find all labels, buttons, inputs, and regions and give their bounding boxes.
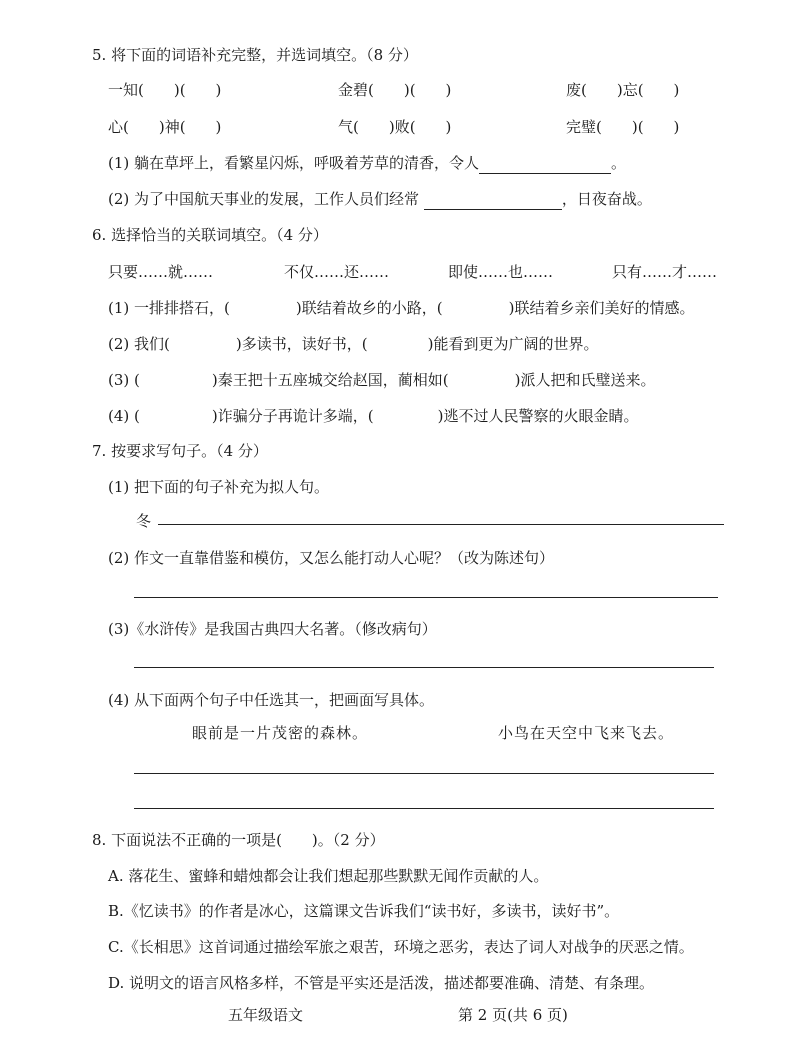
q6-item-1-part-c: )联结着乡亲们美好的情感。 bbox=[508, 299, 695, 317]
q5-word-2: 金碧( )( ) bbox=[338, 81, 452, 99]
q6-item-1-part-a: (1) 一排排搭石，( bbox=[108, 299, 230, 317]
q7-choice-a: 眼前是一片茂密的森林。 bbox=[192, 724, 369, 742]
q6-option-2: 不仅……还…… bbox=[284, 263, 390, 281]
q6-header: 6. 选择恰当的关联词填空。（4 分） bbox=[92, 226, 328, 244]
q6-item-4-part-c: )逃不过人民警察的火眼金睛。 bbox=[437, 407, 639, 425]
q6-item-2-part-a: (2) 我们( bbox=[108, 335, 170, 353]
q5-word-6: 完璧( )( ) bbox=[566, 118, 680, 136]
q5-word-5: 气( )败( ) bbox=[338, 118, 452, 136]
q5-header: 5. 将下面的词语补充完整，并选词填空。（8 分） bbox=[92, 46, 418, 64]
q5-sentence-2 bbox=[108, 188, 652, 210]
answer-blank[interactable] bbox=[479, 159, 611, 174]
q6-item-1-part-b: )联结着故乡的小路，( bbox=[295, 299, 443, 317]
answer-line[interactable] bbox=[134, 808, 714, 809]
q8-option-d: D. 说明文的语言风格多样，不管是平实还是活泼，描述都要准确、清楚、有条理。 bbox=[108, 974, 655, 992]
q6-option-3: 即使……也…… bbox=[448, 263, 554, 281]
q7-header: 7. 按要求写句子。（4 分） bbox=[92, 442, 268, 460]
q5-word-1: 一知( )( ) bbox=[108, 81, 222, 99]
q6-item-2-part-b: )多读书，读好书，( bbox=[235, 335, 368, 353]
answer-blank[interactable] bbox=[424, 195, 562, 210]
q7-part-1: (1) 把下面的句子补充为拟人句。 bbox=[108, 478, 330, 496]
q5-word-4: 心( )神( ) bbox=[108, 118, 222, 136]
q8-option-b: B.《忆读书》的作者是冰心，这篇课文告诉我们“读书好，多读书，读好书”。 bbox=[108, 902, 620, 920]
q6-item-3 bbox=[108, 369, 655, 391]
answer-line[interactable] bbox=[134, 597, 718, 598]
q8-option-c: C.《长相思》这首词通过描绘军旅之艰苦，环境之恶劣，表达了词人对战争的厌恶之情。 bbox=[108, 938, 694, 956]
footer-subject: 五年级语文 bbox=[228, 1006, 304, 1024]
q6-item-4-part-a: (4) ( bbox=[108, 407, 140, 425]
q5-sentence-1-text: (1) 躺在草坪上，看繁星闪烁，呼吸着芳草的清香，令人 bbox=[108, 154, 480, 172]
q7-part-2: (2) 作文一直靠借鉴和模仿，又怎么能打动人心呢？（改为陈述句） bbox=[108, 549, 555, 567]
q6-item-2-part-c: )能看到更为广阔的世界。 bbox=[427, 335, 599, 353]
q5-sentence-1 bbox=[108, 152, 626, 174]
q5-sentence-2-text: (2) 为了中国航天事业的发展，工作人员们经常 bbox=[108, 190, 420, 208]
footer-page-number: 第 2 页(共 6 页) bbox=[458, 1006, 568, 1024]
q7-part-4: (4) 从下面两个句子中任选其一，把画面写具体。 bbox=[108, 691, 435, 709]
q7-choice-b: 小鸟在天空中飞来飞去。 bbox=[498, 724, 675, 742]
q6-item-3-part-c: )派人把和氏璧送来。 bbox=[514, 371, 656, 389]
q6-option-1: 只要……就…… bbox=[108, 263, 214, 281]
q6-item-1 bbox=[108, 297, 694, 319]
answer-line[interactable] bbox=[134, 773, 714, 774]
q5-word-3: 废( )忘( ) bbox=[566, 81, 680, 99]
q8-option-a: A. 落花生、蜜蜂和蜡烛都会让我们想起那些默默无闻作贡献的人。 bbox=[108, 867, 549, 885]
q6-item-3-part-b: )秦王把十五座城交给赵国，蔺相如( bbox=[211, 371, 449, 389]
q6-item-3-part-a: (3) ( bbox=[108, 371, 140, 389]
q6-item-4-part-b: )诈骗分子再诡计多端，( bbox=[211, 407, 374, 425]
q8-header: 8. 下面说法不正确的一项是( )。（2 分） bbox=[92, 831, 385, 849]
q6-item-2 bbox=[108, 333, 598, 355]
q7-part-1-lead: 冬 bbox=[136, 512, 152, 530]
q5-sentence-1-end: 。 bbox=[611, 154, 627, 172]
answer-line[interactable] bbox=[134, 667, 714, 668]
q6-option-4: 只有……才…… bbox=[612, 263, 718, 281]
answer-line[interactable] bbox=[158, 524, 724, 525]
q7-part-3: (3)《水浒传》是我国古典四大名著。（修改病句） bbox=[108, 620, 437, 638]
q6-item-4 bbox=[108, 405, 638, 427]
q5-sentence-2-end: ，日夜奋战。 bbox=[561, 190, 652, 208]
